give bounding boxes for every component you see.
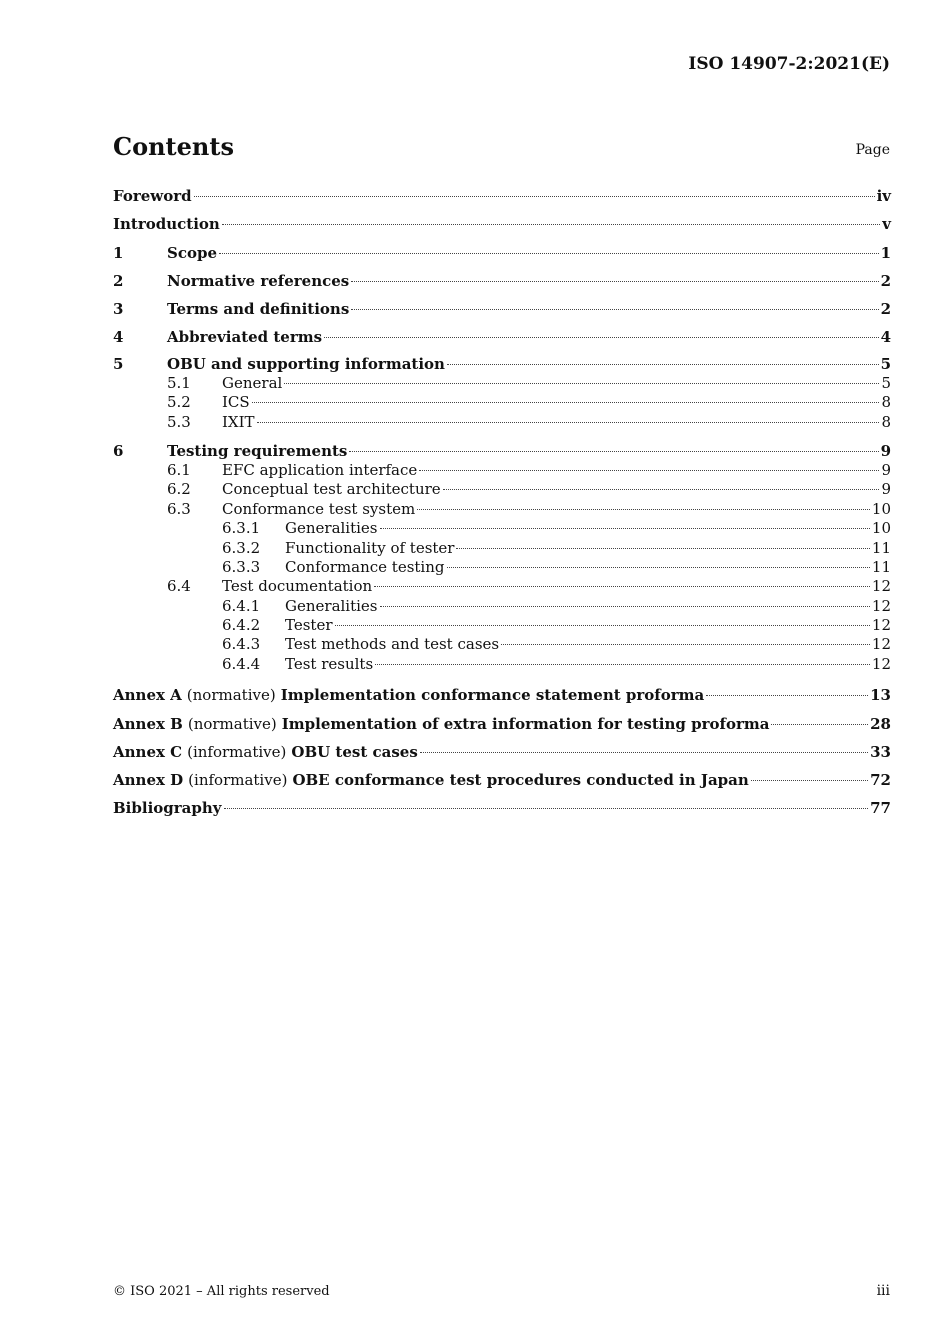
document-id: ISO 14907-2:2021(E) xyxy=(688,54,890,74)
toc-entry[interactable] xyxy=(113,461,891,480)
annex-kind: (informative) xyxy=(188,771,288,790)
dot-leader xyxy=(420,752,868,753)
toc-entry-page: iv xyxy=(876,187,891,205)
toc-entry[interactable] xyxy=(113,413,891,432)
toc-entry-page: 2 xyxy=(880,271,891,290)
toc-entry-page: 9 xyxy=(881,460,891,479)
toc-entry-title: Conformance test system xyxy=(222,499,416,518)
annex-label: Annex D xyxy=(113,771,184,790)
toc-entry-page: 11 xyxy=(871,538,891,557)
toc-entry-number: 6.2 xyxy=(167,480,191,499)
dot-leader xyxy=(335,625,870,626)
dot-leader xyxy=(219,253,879,254)
toc-entry-page: 12 xyxy=(871,654,891,673)
toc-entry-title: Tester xyxy=(285,616,333,635)
toc-entry[interactable] xyxy=(113,577,891,596)
toc-entry-number: 6.4.4 xyxy=(222,654,261,673)
annex-page: 13 xyxy=(870,686,891,705)
toc-entry-number: 1 xyxy=(113,243,124,262)
toc-entry[interactable] xyxy=(113,441,891,461)
toc-entry[interactable] xyxy=(113,269,891,297)
dot-leader xyxy=(257,422,880,423)
toc-entry-title: Generalities xyxy=(285,519,378,538)
toc-entry-title: Test results xyxy=(285,654,374,673)
dot-leader xyxy=(501,644,870,645)
dot-leader xyxy=(447,567,870,568)
toc-entry-number: 6.1 xyxy=(167,460,191,479)
dot-leader xyxy=(443,489,880,490)
toc-entry-number: 6.3 xyxy=(167,499,191,518)
toc-entry[interactable] xyxy=(113,635,891,654)
toc-entry-page: 5 xyxy=(881,373,891,392)
toc-entry-page: 12 xyxy=(871,577,891,596)
toc-entry-title: Conceptual test architecture xyxy=(222,480,441,499)
dot-leader xyxy=(194,196,875,197)
toc-entry-title: Conformance testing xyxy=(285,557,445,576)
dot-leader xyxy=(252,402,880,403)
annex-page: 28 xyxy=(870,714,891,733)
dot-leader xyxy=(447,364,879,365)
toc-entry-title: Normative references xyxy=(167,271,350,290)
toc-entry-number: 6.4.2 xyxy=(222,616,261,635)
dot-leader xyxy=(417,509,870,510)
dot-leader xyxy=(324,337,878,338)
dot-leader xyxy=(351,309,878,310)
toc-entry[interactable] xyxy=(113,597,891,616)
toc-entry[interactable] xyxy=(113,539,891,558)
dot-leader xyxy=(222,224,880,225)
toc-entry-page: 10 xyxy=(871,519,891,538)
toc-entry-title: Test methods and test cases xyxy=(285,635,500,654)
toc-annex-entry[interactable] xyxy=(113,768,891,796)
toc-annex-entry[interactable] xyxy=(113,712,891,740)
toc-entry-number: 3 xyxy=(113,300,124,319)
dot-leader xyxy=(380,606,870,607)
dot-leader xyxy=(456,548,869,549)
copyright-notice: © ISO 2021 – All rights reserved xyxy=(113,1284,330,1299)
dot-leader xyxy=(351,281,878,282)
dot-leader xyxy=(380,528,870,529)
toc-entry[interactable] xyxy=(113,393,891,412)
toc-entry[interactable] xyxy=(113,655,891,674)
toc-entry-number: 6.3.2 xyxy=(222,538,261,557)
toc-entry-page: 11 xyxy=(871,557,891,576)
toc-entry[interactable] xyxy=(113,500,891,519)
toc-entry-title: Foreword xyxy=(113,187,192,205)
toc-entry-page: 9 xyxy=(880,441,891,460)
dot-leader xyxy=(751,780,868,781)
toc-entry-page: 12 xyxy=(871,616,891,635)
toc-entry-title: Terms and definitions xyxy=(167,300,350,319)
dot-leader xyxy=(374,586,870,587)
toc-entry-number: 6 xyxy=(113,441,124,460)
toc-entry[interactable] xyxy=(113,519,891,538)
toc-entry-page: 77 xyxy=(870,799,891,818)
toc-entry-title: IXIT xyxy=(222,412,255,431)
toc-entry-page: 12 xyxy=(871,596,891,615)
toc-entry-title: EFC application interface xyxy=(222,460,418,479)
annex-kind: (normative) xyxy=(187,714,277,733)
toc-entry[interactable] xyxy=(113,297,891,325)
toc-entry[interactable] xyxy=(113,241,891,269)
annex-page: 33 xyxy=(870,742,891,761)
toc-entry-page: 5 xyxy=(880,354,891,373)
toc-entry-number: 6.3.3 xyxy=(222,557,261,576)
toc-entry-page: 8 xyxy=(881,412,891,431)
toc-entry-title: Testing requirements xyxy=(167,441,348,460)
annex-kind: (informative) xyxy=(187,742,287,761)
toc-entry[interactable] xyxy=(113,616,891,635)
annex-page: 72 xyxy=(870,771,891,790)
toc-entry-title: Functionality of tester xyxy=(285,538,455,557)
annex-label: Annex C xyxy=(113,742,183,761)
toc-entry-page: 1 xyxy=(880,243,891,262)
dot-leader xyxy=(375,664,870,665)
toc-entry-number: 4 xyxy=(113,328,124,347)
toc-entry-number: 5.2 xyxy=(167,393,191,412)
toc-entry-number: 6.3.1 xyxy=(222,519,261,538)
toc-entry-title: OBU and supporting information xyxy=(167,354,445,373)
toc-entry-page: v xyxy=(882,215,891,234)
toc-entry-title: Test documentation xyxy=(222,577,373,596)
toc-entry[interactable] xyxy=(113,184,891,212)
dot-leader xyxy=(419,470,879,471)
toc-entry-page: 2 xyxy=(880,300,891,319)
toc-entry-page: 8 xyxy=(881,393,891,412)
table-of-contents xyxy=(113,184,891,825)
toc-entry-title: Abbreviated terms xyxy=(167,328,323,347)
dot-leader xyxy=(224,808,869,809)
toc-entry-page: 12 xyxy=(871,635,891,654)
toc-entry[interactable] xyxy=(113,212,891,240)
toc-entry-title: General xyxy=(222,373,283,392)
annex-title: OBU test cases xyxy=(291,742,418,761)
page-title: Contents xyxy=(113,132,234,161)
toc-entry-number: 5.1 xyxy=(167,373,191,392)
toc-entry-title: Scope xyxy=(167,243,218,262)
toc-entry-title: Bibliography xyxy=(113,799,222,818)
toc-entry[interactable] xyxy=(113,325,891,353)
toc-entry-number: 5.3 xyxy=(167,412,191,431)
toc-entry[interactable] xyxy=(113,480,891,499)
toc-annex-entry[interactable] xyxy=(113,683,891,711)
page-column-label: Page xyxy=(855,142,890,158)
annex-kind: (normative) xyxy=(186,686,276,705)
toc-entry-page: 9 xyxy=(881,480,891,499)
toc-entry-number: 2 xyxy=(113,271,124,290)
toc-annex-entry[interactable] xyxy=(113,740,891,768)
dot-leader xyxy=(771,724,868,725)
page-number: iii xyxy=(876,1283,890,1299)
toc-entry-number: 6.4.1 xyxy=(222,596,261,615)
toc-entry-number: 6.4.3 xyxy=(222,635,261,654)
annex-title: Implementation of extra information for testing proforma xyxy=(281,714,770,733)
toc-entry[interactable] xyxy=(113,374,891,393)
dot-leader xyxy=(706,695,868,696)
toc-entry-title: Generalities xyxy=(285,596,378,615)
toc-bibliography-entry[interactable] xyxy=(113,796,891,824)
annex-label: Annex A xyxy=(113,686,182,705)
dot-leader xyxy=(284,383,879,384)
toc-entry-number: 5 xyxy=(113,354,124,373)
annex-title: Implementation conformance statement proforma xyxy=(280,686,705,705)
annex-label: Annex B xyxy=(113,714,183,733)
toc-entry[interactable] xyxy=(113,558,891,577)
toc-entry-title: Introduction xyxy=(113,215,220,234)
toc-entry-page: 10 xyxy=(871,499,891,518)
dot-leader xyxy=(349,451,878,452)
toc-entry-number: 6.4 xyxy=(167,577,191,596)
toc-entry-page: 4 xyxy=(880,328,891,347)
toc-entry[interactable] xyxy=(113,354,891,374)
toc-entry-title: ICS xyxy=(222,393,250,412)
annex-title: OBE conformance test procedures conducted in Japan xyxy=(292,771,749,790)
